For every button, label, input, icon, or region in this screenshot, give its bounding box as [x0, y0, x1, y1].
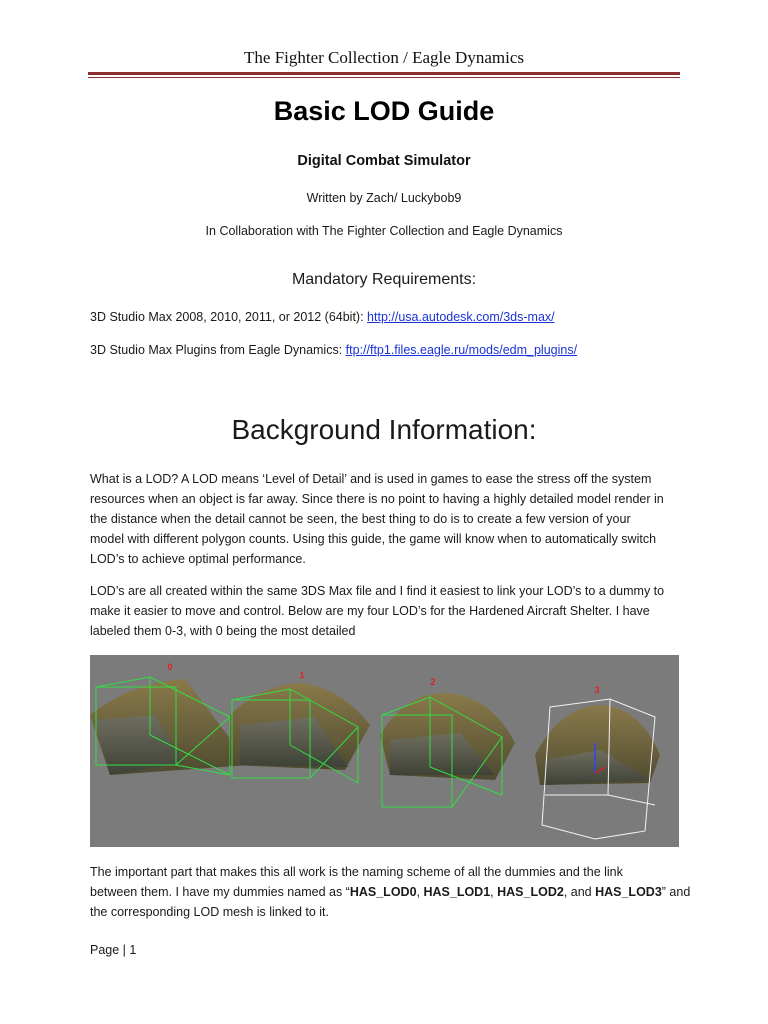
page-footer: Page | 1 — [90, 943, 137, 957]
author-line: Written by Zach/ Luckybob9 — [306, 191, 462, 205]
autodesk-link[interactable]: http://usa.autodesk.com/3ds-max/ — [367, 310, 555, 324]
edm-plugins-link[interactable]: ftp://ftp1.files.eagle.ru/mods/edm_plugins/ — [345, 343, 578, 357]
header-rule-thin — [88, 77, 680, 78]
dummy-name-lod0: HAS_LOD0 — [349, 885, 417, 899]
lod-label-0: 0 — [167, 662, 173, 672]
paragraph-line: LOD’s to achieve optimal performance. — [90, 552, 306, 566]
requirement-label: 3D Studio Max Plugins from Eagle Dynamics: — [90, 343, 346, 357]
lod-screenshot-figure — [90, 655, 679, 847]
header-rule-thick — [88, 72, 680, 75]
naming-sep: , and — [563, 885, 596, 899]
naming-text: ” and — [661, 885, 691, 899]
paragraph-line: What is a LOD? A LOD means ‘Level of Detail’ and is used in games to ease the stress off the system — [90, 472, 652, 486]
lod-label-3: 3 — [594, 685, 600, 695]
naming-paragraph — [90, 862, 691, 922]
naming-text: between them. I have my dummies named as “ — [90, 885, 350, 899]
document-title: Basic LOD Guide — [273, 96, 495, 126]
lod-label-1: 1 — [299, 670, 305, 680]
lod-label-2: 2 — [430, 677, 436, 687]
background-heading: Background Information: — [231, 414, 537, 445]
document-subtitle: Digital Combat Simulator — [297, 153, 471, 169]
paragraph-line: the distance when the detail cannot be seen, the best thing to do is to create a few version of your — [90, 512, 631, 526]
requirement-label: 3D Studio Max 2008, 2010, 2011, or 2012 (64bit): — [90, 310, 368, 324]
requirements-heading: Mandatory Requirements: — [291, 271, 477, 288]
paragraph-line: model with different polygon counts. Using this guide, the game will know when to automatically switch — [90, 532, 657, 546]
paragraph-line: LOD’s are all created within the same 3DS Max file and I find it easiest to link your LOD’s to a dummy to — [90, 584, 665, 598]
page-header: The Fighter Collection / Eagle Dynamics — [244, 48, 524, 67]
dummy-name-lod3: HAS_LOD3 — [595, 885, 662, 899]
background-paragraph-2 — [90, 581, 682, 641]
paragraph-line: the corresponding LOD mesh is linked to it. — [90, 905, 330, 919]
naming-sep: , — [490, 885, 498, 899]
paragraph-line: make it easier to move and control. Below are my four LOD’s for the Hardened Aircraft Shelter. I have — [90, 604, 650, 618]
lod-models-illustration — [90, 655, 679, 847]
paragraph-line: The important part that makes this all work is the naming scheme of all the dummies and the link — [90, 865, 623, 879]
dummy-name-lod1: HAS_LOD1 — [423, 885, 491, 899]
background-paragraph-1 — [90, 469, 682, 569]
naming-sep: , — [416, 885, 424, 899]
requirement-item-plugins — [90, 343, 577, 357]
collab-line: In Collaboration with The Fighter Collection and Eagle Dynamics — [205, 224, 563, 238]
paragraph-line — [90, 882, 691, 902]
requirement-item-3dsmax — [90, 310, 555, 324]
dummy-name-lod2: HAS_LOD2 — [497, 885, 564, 899]
paragraph-line: labeled them 0-3, with 0 being the most detailed — [90, 624, 356, 638]
paragraph-line: resources when an object is far away. Since there is no point to having a highly detailed model render in — [90, 492, 664, 506]
